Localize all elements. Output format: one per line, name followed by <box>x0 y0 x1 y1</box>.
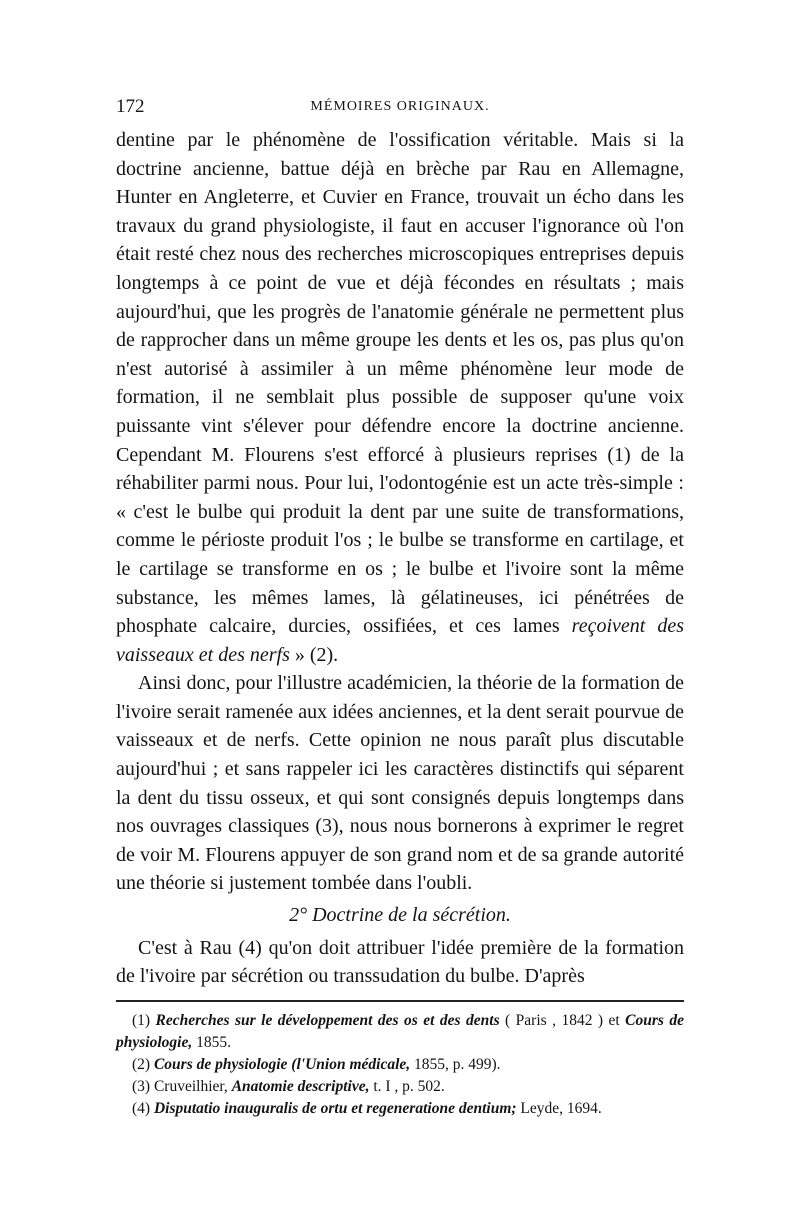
footnote-3 <box>116 1076 684 1098</box>
footnote-text: t. I , p. 502. <box>369 1078 445 1095</box>
body-text <box>116 126 684 991</box>
page-number: 172 <box>116 96 145 117</box>
footnote-1 <box>116 1010 684 1054</box>
footnote-text: Cruveilhier, <box>153 1078 232 1095</box>
footnotes <box>116 1010 684 1120</box>
footnote-rule <box>116 1000 684 1002</box>
footnote-text: Leyde, 1694. <box>516 1100 602 1117</box>
footnote-mark: (1) <box>132 1012 151 1029</box>
footnote-mark: (3) <box>132 1078 151 1095</box>
paragraph-2: Ainsi donc, pour l'illustre académicien, la théorie de la formation de l'ivoire serait ramenée aux idées anciennes, et la dent serait pourvue de vaisseaux et de nerfs. Cette opinion ne nous paraît plus discutable aujourd'hui ; et sans rappeler ici les caractères distinctifs qui séparent la dent du tissu osseux, et qui sont consignés depuis longtemps dans nos ouvrages classiques (3), nous nous bornerons à exprimer le regret de voir M. Flourens appuyer de son grand nom et de sa grande autorité une théorie si justement tombée dans l'oubli. <box>116 672 684 895</box>
footnote-mark: (4) <box>132 1100 151 1117</box>
footnote-mark: (2) <box>132 1056 151 1073</box>
footnote-text: 1855, p. 499). <box>410 1056 501 1073</box>
footnote-2 <box>116 1054 684 1076</box>
paragraph-1-quote-italic: reçoivent des vaisseaux et des nerfs <box>116 615 684 666</box>
paragraph-3: C'est à Rau (4) qu'on doit attribuer l'idée première de la formation de l'ivoire par sécrétion ou transsudation du bulbe. D'après <box>116 936 684 988</box>
footnote-title: Disputatio inauguralis de ortu et regeneratione dentium; <box>153 1100 517 1117</box>
page-header <box>116 96 684 120</box>
footnote-4 <box>116 1098 684 1120</box>
footnote-text: ( Paris , 1842 ) et <box>499 1012 626 1029</box>
footnote-title: Anatomie descriptive, <box>231 1078 370 1095</box>
footnote-title: Cours de physiologie, <box>116 1012 684 1051</box>
section-heading: 2° Doctrine de la sécrétion. <box>289 904 511 927</box>
paragraph-1 <box>116 126 684 669</box>
footnote-title: Cours de physiologie (l'Union médicale, <box>153 1056 411 1073</box>
running-head: MÉMOIRES ORIGINAUX. <box>310 99 490 114</box>
footnote-text: 1855. <box>192 1034 231 1051</box>
paragraph-1-text: dentine par le phénomène de l'ossification véritable. Mais si la doctrine ancienne, battue déjà en brèche par Rau en Allemagne, Hunter en Angleterre, et Cuvier en France, trouvait un écho dans les travaux du grand physiologiste, il faut en accuser l'ignorance où l'on était resté chez nous des recherches microscopiques entreprises depuis longtemps à ce point de vue et déjà fécondes en résultats ; mais aujourd'hui, que les progrès de l'anatomie générale ne permettent plus de rapprocher dans un même groupe les dents et les os, pas plus qu'on n'est autorisé à assimiler à un même phénomène leur mode de formation, il ne semblait plus possible de supposer qu'une voix puissante vint s'élever pour défendre encore la doctrine ancienne. Cependant M. Flourens s'est efforcé à plusieurs reprises (1) de la réhabiliter parmi nous. Pour lui, l'odontogénie est un acte très-simple : « c'est le bulbe qui produit la dent par une suite de transformations, comme le périoste produit l'os ; le bulbe se transforme en cartilage, et le cartilage se transforme en os ; le bulbe et l'ivoire sont la même substance, les mêmes lames, là gélatineuses, ici pénétrées de phosphate calcaire, durcies, ossifiées, et ces lames <box>116 129 684 638</box>
paragraph-1-end: » (2). <box>289 643 339 666</box>
footnote-title: Recherches sur le développement des os et des dents <box>155 1012 500 1029</box>
